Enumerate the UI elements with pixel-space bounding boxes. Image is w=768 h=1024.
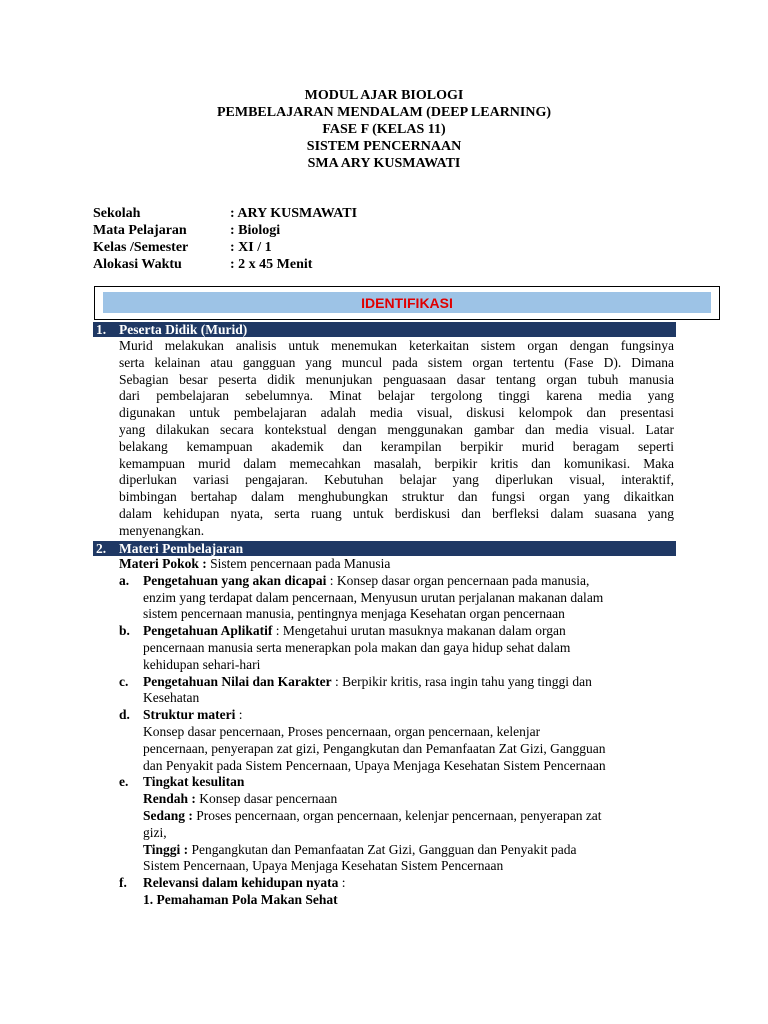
title-line: FASE F (KELAS 11) [322, 122, 446, 137]
list-item-line [143, 842, 675, 859]
materi-pokok-label: Materi Pokok : [119, 556, 207, 571]
bold-text: Sedang : [143, 807, 193, 823]
list-item-line [143, 623, 675, 640]
body-text: : Konsep dasar organ pencernaan pada manusia, [326, 572, 590, 588]
body-text: Kesehatan [143, 690, 200, 706]
section-label: Materi Pembelajaran [119, 541, 244, 556]
list-item [119, 573, 675, 623]
section-label: Peserta Didik (Murid) [119, 322, 248, 337]
info-row [93, 239, 357, 256]
info-value: : 2 x 45 Menit [230, 257, 313, 272]
info-key: Sekolah [93, 206, 141, 221]
info-row [93, 256, 357, 273]
list-item-line [143, 707, 675, 724]
materi-pokok [119, 556, 675, 573]
body-text: : [338, 875, 346, 891]
info-value: : Biologi [230, 223, 281, 238]
list-marker: d. [119, 707, 130, 723]
paragraph-line: bimbingan bertahap dalam menghubungkan struktur dan fungsi organ yang dikaitkan [119, 489, 674, 505]
list-item-line [143, 724, 675, 741]
bold-text: Tingkat kesulitan [143, 774, 245, 790]
list-item-line [143, 791, 675, 808]
paragraph-line: menyenangkan. [119, 522, 205, 538]
body-text: Sistem Pencernaan, Upaya Menjaga Kesehatan Sistem Pencernaan [143, 858, 504, 874]
bold-text: Relevansi dalam kehidupan nyata [143, 875, 339, 891]
paragraph-line: Murid melakukan analisis untuk menemukan keterkaitan sistem organ dengan fungsinya [119, 338, 674, 353]
paragraph-line: diperlukan variasi pengajaran. Kebutuhan belajar yang diperlukan visual, interaktif, [119, 472, 674, 488]
list-marker: b. [119, 623, 130, 639]
identifikasi-box [94, 286, 720, 320]
list-item-line [143, 858, 675, 875]
title-line: MODUL AJAR BIOLOGI [304, 88, 464, 103]
section-header-peserta-didik [93, 322, 676, 337]
body-text: : Berpikir kritis, rasa ingin tahu yang tinggi dan [331, 673, 592, 689]
peserta-didik-paragraph [119, 338, 674, 540]
title-line: SMA ARY KUSMAWATI [307, 156, 461, 171]
info-value: : XI / 1 [230, 240, 272, 255]
list-item [119, 674, 675, 708]
body-text: Pengangkutan dan Pemanfaatan Zat Gizi, Gangguan dan Penyakit pada [188, 841, 577, 857]
list-item-line [143, 875, 675, 892]
identifikasi-header [103, 292, 711, 313]
paragraph-line: kemampuan murid dalam memecahkan masalah, berpikir kritis dan komunikasi. Maka [119, 455, 674, 471]
section-number: 2. [96, 541, 107, 556]
paragraph-line: dalam kehidupan nyata, serta ruang untuk berdiskusi dan berfleksi dalam suasana yang [119, 505, 674, 521]
materi-list [119, 556, 675, 909]
info-value: : ARY KUSMAWATI [230, 206, 358, 221]
body-text: gizi, [143, 824, 167, 840]
paragraph-line: digunakan untuk pembelajaran adalah media visual, diskusi kelompok dan presentasi [119, 405, 674, 421]
title-line: SISTEM PENCERNAAN [306, 139, 462, 154]
list-item-line [143, 892, 675, 909]
bold-text: Rendah : [143, 791, 196, 807]
identifikasi-label: IDENTIFIKASI [361, 294, 453, 311]
section-header-materi [93, 541, 676, 556]
list-item-line [143, 774, 675, 791]
body-text: pencernaan, penyerapan zat gizi, Pengangkutan dan Pemanfaatan Zat Gizi, Gangguan [143, 740, 606, 756]
info-row [93, 222, 357, 239]
info-key: Mata Pelajaran [93, 223, 187, 238]
paragraph-line: dari pembelajaran sebelumnya. Minat belajar tergolong tinggi karena media yang [119, 388, 674, 404]
bold-text: 1. Pemahaman Pola Makan Sehat [143, 891, 338, 907]
body-text: kehidupan sehari-hari [143, 656, 261, 672]
bold-text: Pengetahuan yang akan dicapai [143, 572, 327, 588]
bold-text: Tinggi : [143, 841, 189, 857]
body-text: Proses pencernaan, organ pencernaan, kelenjar pencernaan, penyerapan zat [192, 807, 602, 823]
list-item-line [143, 657, 675, 674]
list-item-line [143, 808, 675, 825]
body-text: : Mengetahui urutan masuknya makanan dalam organ [272, 623, 566, 639]
list-item-line [143, 573, 675, 590]
list-item-line [143, 640, 675, 657]
info-row [93, 205, 357, 222]
body-text: dan Penyakit pada Sistem Pencernaan, Upaya Menjaga Kesehatan Sistem Pencernaan [143, 757, 606, 773]
bold-text: Struktur materi [143, 707, 236, 723]
paragraph-line: yang dilakukan secara kontekstual dengan menggunakan gambar dan media visual. Latar [119, 421, 674, 437]
info-key: Alokasi Waktu [93, 257, 182, 272]
list-item-line [143, 741, 675, 758]
list-item-line [143, 674, 675, 691]
list-marker: e. [119, 774, 129, 790]
body-text: Konsep dasar pencernaan, Proses pencernaan, organ pencernaan, kelenjar [143, 723, 541, 739]
materi-pokok-value: Sistem pencernaan pada Manusia [206, 556, 391, 571]
list-item [119, 774, 675, 875]
list-marker: c. [119, 673, 129, 689]
bold-text: Pengetahuan Aplikatif [143, 623, 273, 639]
info-key: Kelas /Semester [93, 240, 189, 255]
list-item-line [143, 690, 675, 707]
list-item [119, 707, 675, 774]
body-text: Konsep dasar pencernaan [195, 791, 338, 807]
list-item [119, 875, 675, 909]
list-marker: a. [119, 572, 130, 588]
info-table [93, 205, 357, 273]
list-item-line [143, 590, 675, 607]
list-item-line [143, 758, 675, 775]
paragraph-line: Sebagian besar peserta didik menunjukan penguasaan dasar tentang organ tubuh manusia [119, 371, 674, 387]
paragraph-line: serta kelainan atau gangguan yang muncul pada sistem organ tertentu (Fase D). Dimana [119, 354, 674, 370]
list-item-line [143, 825, 675, 842]
document-title [0, 87, 768, 172]
body-text: : [235, 707, 243, 723]
list-item-line [143, 606, 675, 623]
bold-text: Pengetahuan Nilai dan Karakter [143, 673, 332, 689]
section-number: 1. [96, 322, 107, 337]
list-marker: f. [119, 875, 127, 891]
body-text: pencernaan manusia serta menerapkan pola makan dan gaya hidup sehat dalam [143, 639, 571, 655]
list-item [119, 623, 675, 673]
body-text: sistem pencernaan manusia, pentingnya menjaga Kesehatan organ pencernaan [143, 606, 565, 622]
title-line: PEMBELAJARAN MENDALAM (DEEP LEARNING) [216, 105, 552, 120]
paragraph-line: belakang kemampuan akademik dan kerampilan berpikir murid beragam seperti [119, 438, 674, 454]
body-text: enzim yang terdapat dalam pencernaan, Menyusun urutan perjalanan makanan dalam [143, 589, 604, 605]
